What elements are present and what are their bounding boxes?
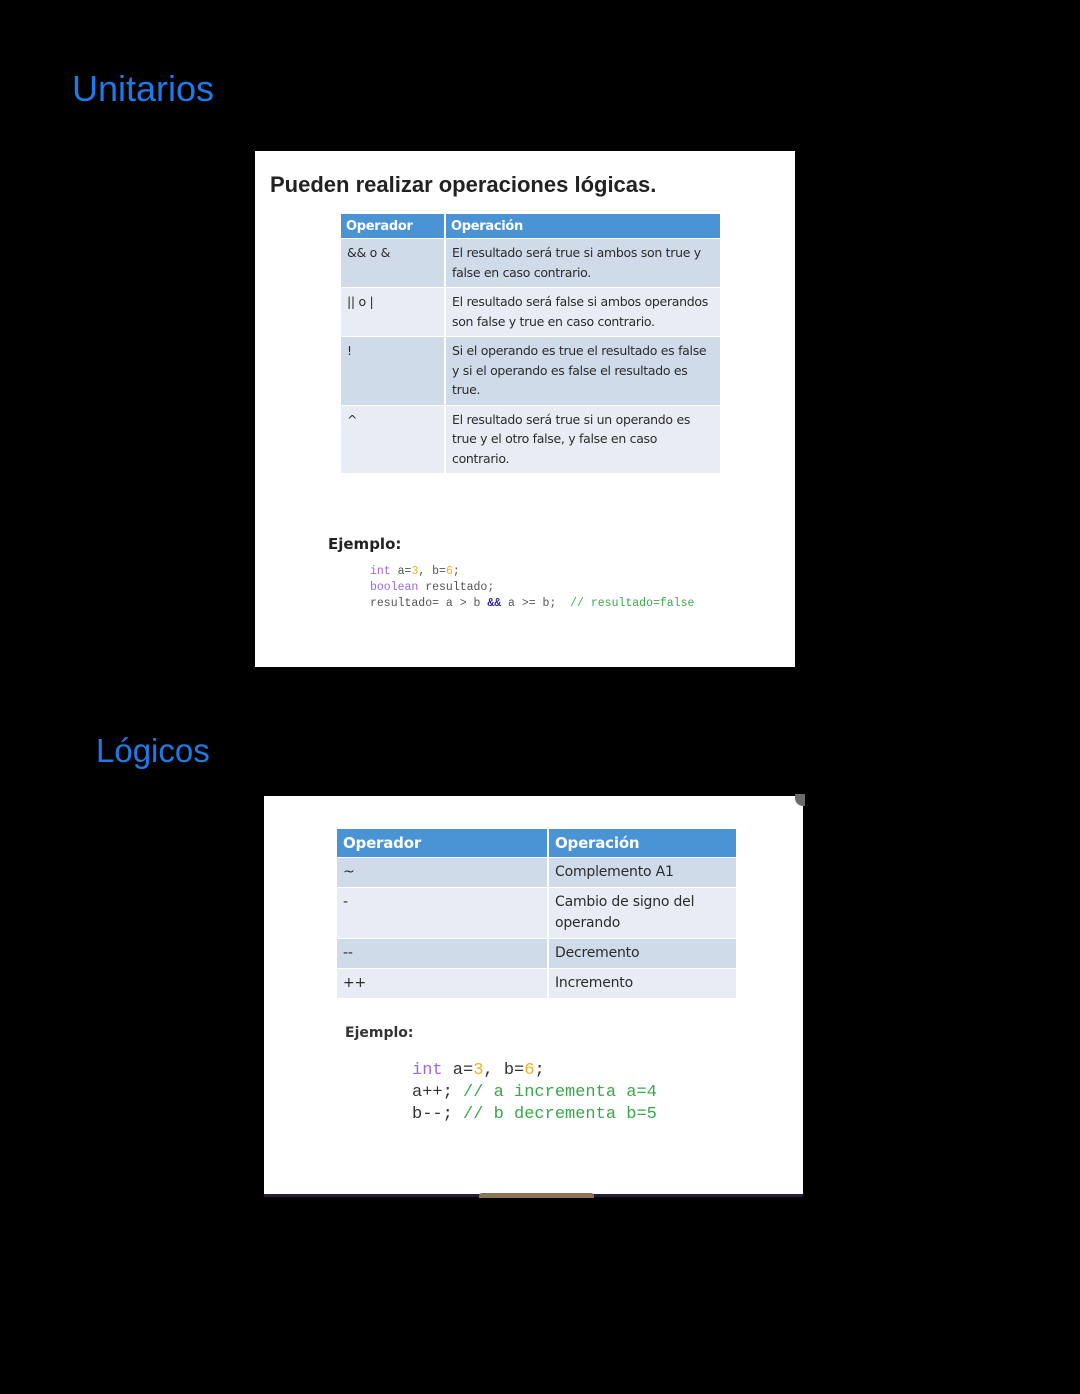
code-text: ; [452,565,460,578]
code-text: , b= [418,565,446,578]
operation-cell: Decremento [548,939,736,969]
code-text: resultado= a > b [370,597,488,610]
operator-cell: || o | [341,288,445,337]
operation-cell: Complemento A1 [548,858,736,888]
code-comment: // a incrementa a=4 [452,1083,657,1102]
example-label: Ejemplo: [345,1025,414,1041]
table-row [341,337,720,406]
code-keyword: boolean [370,581,419,594]
corner-shadow [795,794,805,806]
column-header-operator: Operador [341,214,445,239]
table-row [337,888,736,939]
column-header-operation: Operación [548,829,736,858]
code-text: a= [390,565,412,578]
slide-title: Pueden realizar operaciones lógicas. [270,172,657,197]
code-text: ; [534,1061,545,1080]
table-row [341,288,720,337]
operator-cell: -- [337,939,548,969]
column-header-operation: Operación [445,214,720,239]
slide-image-unary-operations [264,796,803,1194]
table-row [337,939,736,969]
code-operator: && [487,597,502,610]
section-heading-logicos: Lógicos [96,732,210,769]
slide-image-logical-operations [255,151,795,667]
table-row [337,858,736,888]
operator-cell: ! [341,337,445,406]
operators-table [337,829,736,998]
operation-cell: Cambio de signo del operando [548,888,736,939]
code-number: 3 [473,1061,484,1080]
operation-cell: El resultado será false si ambos operandos son false y true en caso contrario. [445,288,720,337]
table-row [337,969,736,999]
code-example [412,1060,657,1126]
code-text: b--; [412,1105,453,1124]
operation-cell: El resultado será true si ambos son true y false en caso contrario. [445,239,720,288]
code-text: a >= b; [501,597,571,610]
operator-cell: ~ [337,858,548,888]
code-text: a= [442,1061,474,1080]
code-number: 6 [445,565,453,578]
code-comment: // b decrementa b=5 [452,1105,657,1124]
table-row [341,239,720,288]
operation-cell: Incremento [548,969,736,999]
table-header-row [337,829,736,858]
operator-cell: && o & [341,239,445,288]
section-heading-unitarios: Unitarios [72,68,215,109]
table-row [341,405,720,473]
code-keyword: int [370,565,391,578]
code-keyword: int [412,1061,443,1080]
column-header-operator: Operador [337,829,548,858]
operation-cell: El resultado será true si un operando es true y el otro false, y false en caso contrario. [445,405,720,473]
operator-cell: ++ [337,969,548,999]
example-label: Ejemplo: [328,535,402,553]
code-number: 6 [524,1061,535,1080]
operators-table [341,214,720,473]
code-comment: // resultado=false [570,597,695,610]
code-number: 3 [411,565,419,578]
operator-cell: ^ [341,405,445,473]
table-header-row [341,214,720,239]
operation-cell: Si el operando es true el resultado es false y si el operando es false el resultado es true. [445,337,720,406]
code-example [370,564,694,612]
operator-cell: - [337,888,548,939]
code-text: , b= [483,1061,525,1080]
code-text: resultado; [418,581,495,594]
progress-handle [479,1193,594,1198]
code-text: a++; [412,1083,453,1102]
video-progress-bar [264,1194,803,1197]
